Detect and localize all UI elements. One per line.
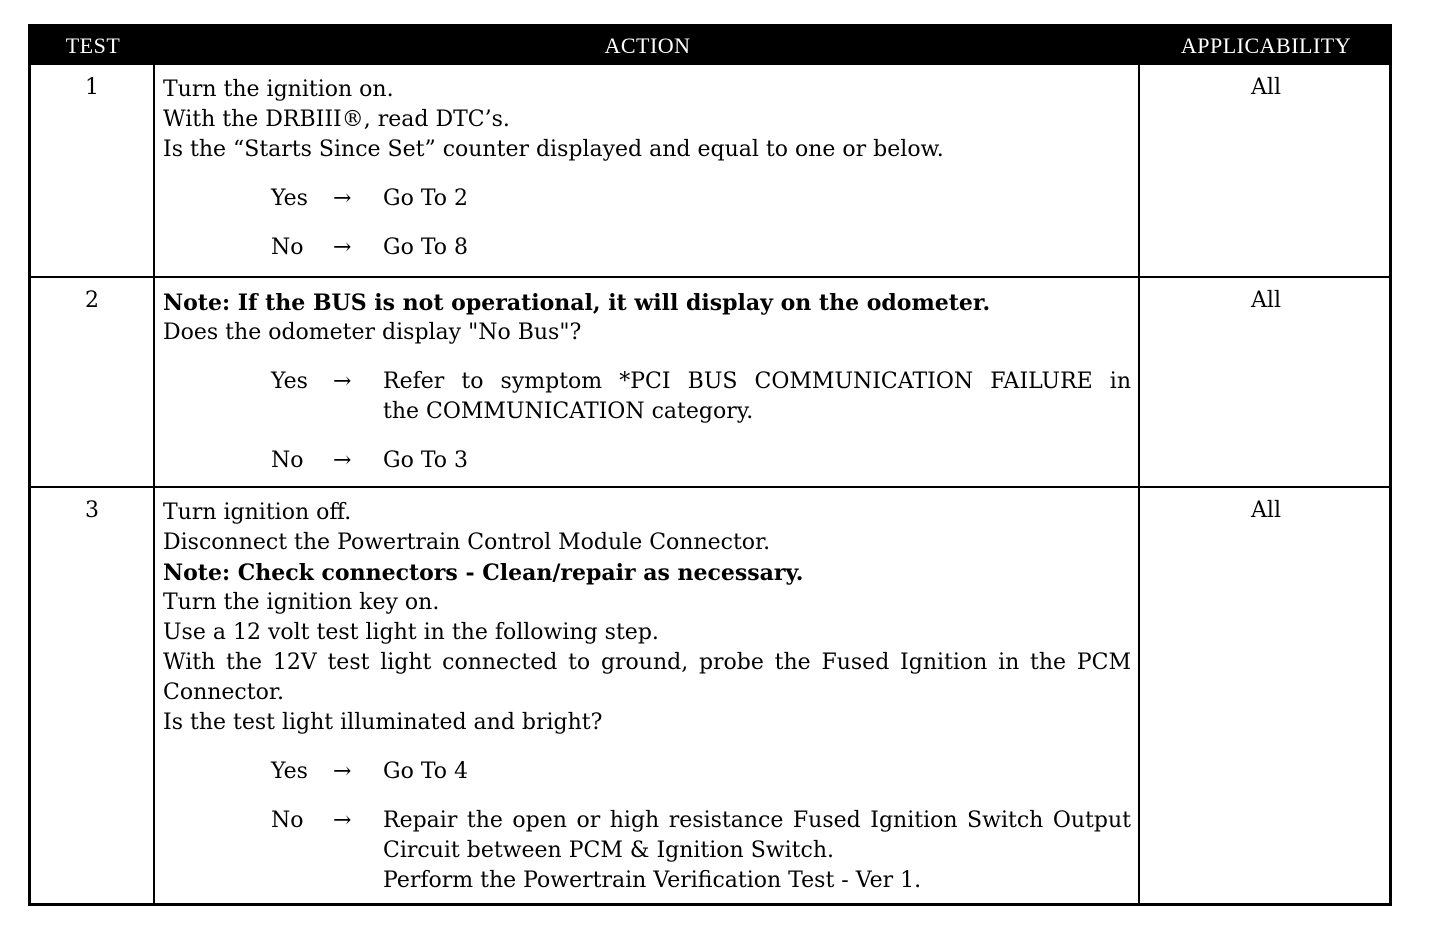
- applicability-value: All: [1251, 498, 1281, 523]
- response-text: Perform the Powertrain Verification Test - Ver 1.: [383, 868, 922, 893]
- action-line: With the DRBIII®, read DTC’s.: [163, 107, 510, 132]
- response-text: Repair the open or high resistance Fused Ignition Switch Output: [383, 808, 1131, 833]
- response-yes: [271, 184, 1131, 214]
- response-answer: Yes: [271, 369, 308, 394]
- response-no: [271, 446, 1131, 476]
- action-line: Is the test light illuminated and bright?: [163, 710, 603, 735]
- response-answer: No: [271, 808, 304, 833]
- header-action: ACTION: [604, 33, 691, 58]
- response-yes: [271, 757, 1131, 787]
- applicability-value: All: [1251, 75, 1281, 100]
- response-yes: [271, 367, 1131, 427]
- test-number: 2: [85, 288, 99, 313]
- response-text: Go To 8: [383, 235, 469, 260]
- response-no: [271, 233, 1131, 263]
- arrow-icon: →: [333, 808, 352, 833]
- action-line: Connector.: [163, 680, 284, 705]
- action-line: Disconnect the Powertrain Control Module Connector.: [163, 530, 771, 555]
- action-line: With the 12V test light connected to ground, probe the Fused Ignition in the PCM: [163, 650, 1131, 675]
- table-header: [31, 27, 1389, 65]
- arrow-icon: →: [333, 369, 352, 394]
- diagnostic-test-table: [28, 24, 1392, 906]
- response-text: Go To 2: [383, 186, 469, 211]
- test-number: 1: [85, 75, 99, 100]
- response-text: the COMMUNICATION category.: [383, 399, 754, 424]
- action-line: Is the “Starts Since Set” counter displayed and equal to one or below.: [163, 137, 944, 162]
- table-row: [31, 65, 1389, 276]
- table-row: [31, 486, 1389, 906]
- header-applicability: APPLICABILITY: [1180, 33, 1352, 58]
- response-no: [271, 806, 1131, 896]
- note-line: Note: If the BUS is not operational, it will display on the odometer.: [163, 290, 991, 316]
- arrow-icon: →: [333, 448, 352, 473]
- response-answer: No: [271, 448, 304, 473]
- action-cell: [163, 288, 1131, 476]
- action-cell: [163, 75, 1131, 263]
- note-line: Note: Check connectors - Clean/repair as necessary.: [163, 560, 804, 586]
- test-number: 3: [85, 498, 99, 523]
- arrow-icon: →: [333, 235, 352, 260]
- response-text: Circuit between PCM & Ignition Switch.: [383, 838, 834, 863]
- header-test: TEST: [65, 33, 121, 58]
- response-text: Refer to symptom *PCI BUS COMMUNICATION FAILURE in: [383, 369, 1131, 394]
- action-line: Turn the ignition on.: [163, 77, 394, 102]
- action-line: Turn ignition off.: [163, 500, 352, 525]
- action-cell: [163, 498, 1131, 896]
- response-text: Go To 4: [383, 759, 469, 784]
- applicability-value: All: [1251, 288, 1281, 313]
- response-answer: Yes: [271, 186, 308, 211]
- action-line: Turn the ignition key on.: [163, 590, 440, 615]
- column-divider: [1138, 65, 1140, 903]
- table-row: [31, 276, 1389, 486]
- action-line: Does the odometer display "No Bus"?: [163, 320, 582, 345]
- arrow-icon: →: [333, 186, 352, 211]
- response-answer: Yes: [271, 759, 308, 784]
- column-divider: [153, 65, 155, 903]
- action-line: Use a 12 volt test light in the following step.: [163, 620, 659, 645]
- response-answer: No: [271, 235, 304, 260]
- arrow-icon: →: [333, 759, 352, 784]
- response-text: Go To 3: [383, 448, 469, 473]
